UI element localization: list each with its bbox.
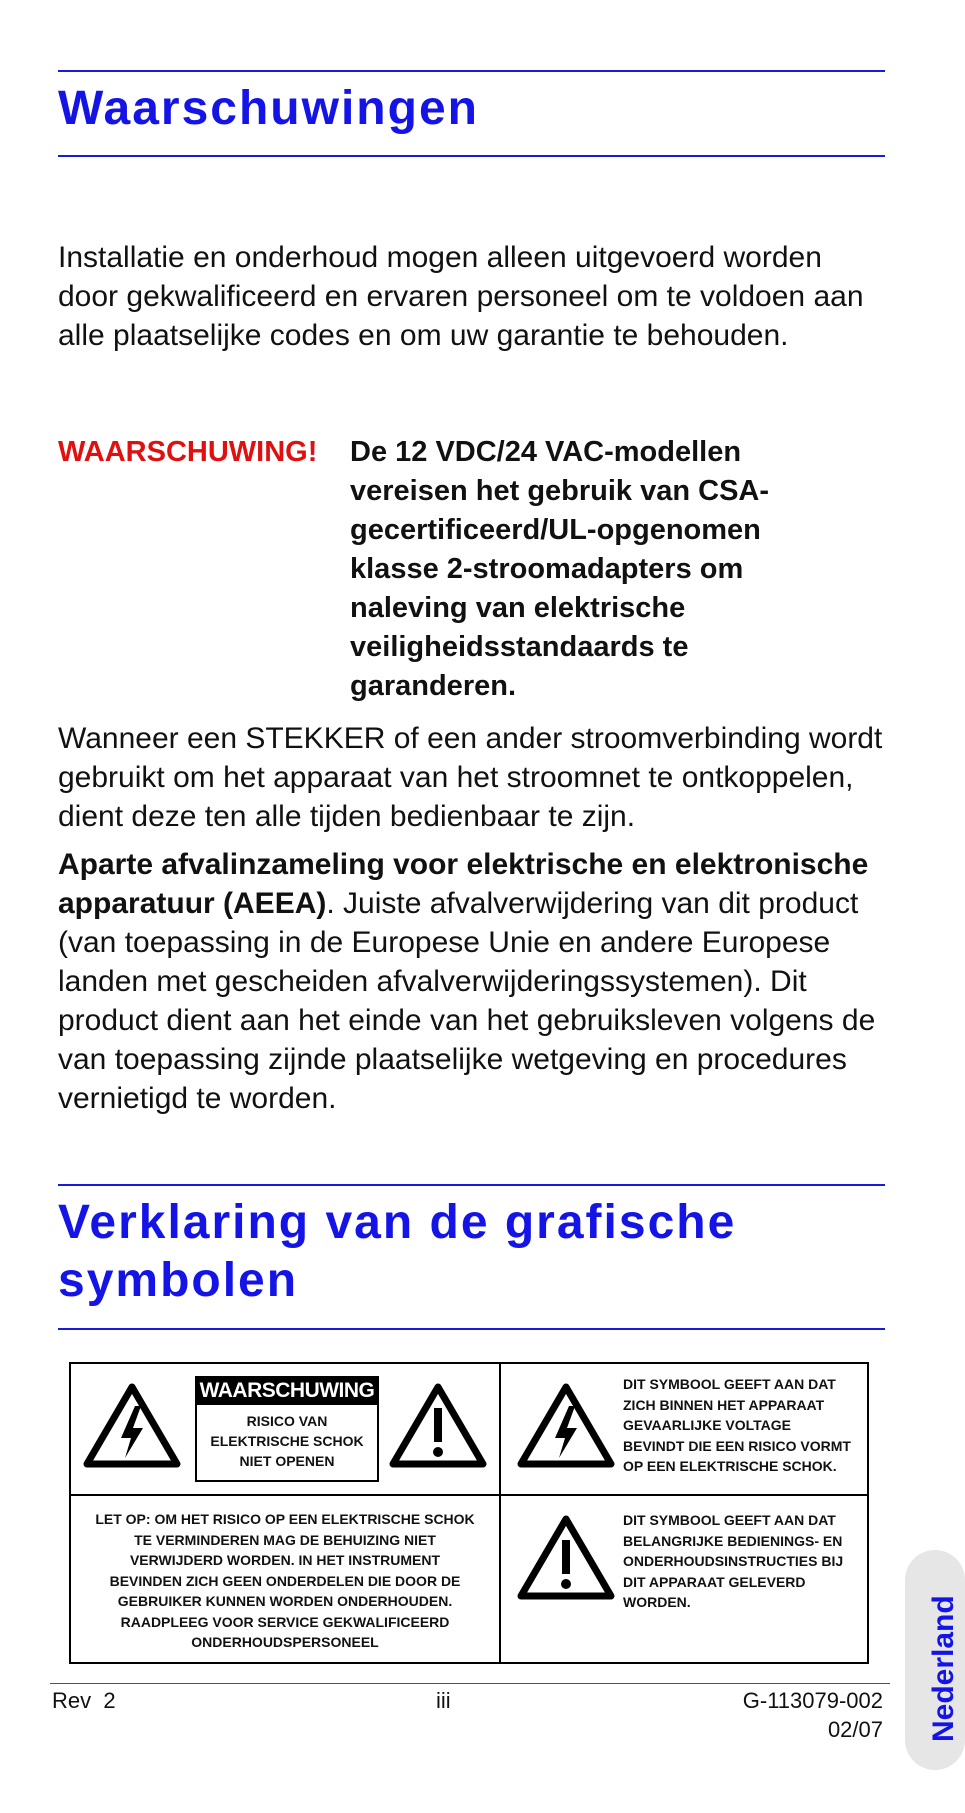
- symbols-table: [69, 1362, 869, 1664]
- letop-line: GEBRUIKER KUNNEN WORDEN ONDERHOUDEN.: [117, 1593, 453, 1609]
- weee-paragraph: [58, 845, 888, 1118]
- letop-line: BEVINDEN ZICH GEEN ONDERDELEN DIE DOOR DE: [109, 1572, 461, 1589]
- instructions-description: [623, 1510, 868, 1613]
- weee-text: . Juiste afvalverwijdering van dit product (van toepassing in de Europese Unie en andere Europese landen met gescheiden afvalverwijderingssystemen). Dit product dient aan het einde van het gebruiksleven volgens de van toepassing zijnde plaatselijke wetgeving en procedures vernietigd te worden.: [58, 887, 876, 1115]
- letop-line: RAADPLEEG VOOR SERVICE GEKWALIFICEERD: [120, 1613, 450, 1630]
- voltage-line: OP EEN ELEKTRISCHE SCHOK.: [623, 1458, 837, 1474]
- footer-doc-number: G-113079-002: [742, 1688, 883, 1713]
- instructions-line: ONDERHOUDSINSTRUCTIES BIJ: [623, 1553, 844, 1569]
- language-tab-label: Nederland: [927, 1595, 960, 1742]
- exclamation-triangle-icon: [389, 1382, 487, 1468]
- letop-notice: [75, 1509, 495, 1653]
- footer-revision: Rev 2: [52, 1688, 116, 1713]
- voltage-description: [623, 1374, 875, 1477]
- voltage-line: BEVINDT DIE EEN RISICO VORMT: [623, 1437, 851, 1454]
- voltage-line: ZICH BINNEN HET APPARAAT: [623, 1396, 825, 1413]
- symbols-title-line1: Verklaring van de grafische: [58, 1196, 737, 1249]
- table-divider-vertical: [499, 1364, 501, 1662]
- intro-paragraph: Installatie en onderhoud mogen alleen uitgevoerd worden door gekwalificeerd en ervaren personeel om te voldoen aan alle plaatselijke codes en om uw garantie te behouden.: [58, 241, 864, 352]
- warning-label: WAARSCHUWING!: [58, 436, 318, 468]
- voltage-line: GEVAARLIJKE VOLTAGE: [623, 1417, 792, 1433]
- title-rule-top: [58, 70, 885, 72]
- footer-page-number: iii: [436, 1688, 451, 1713]
- caution-head: WAARSCHUWING: [197, 1378, 377, 1405]
- letop-line: ONDERHOUDSPERSONEEL: [191, 1634, 379, 1650]
- symbols-title-line2: symbolen: [58, 1254, 299, 1307]
- caution-label: [195, 1376, 379, 1482]
- page-title: Waarschuwingen: [58, 82, 479, 135]
- caution-line: NIET OPENEN: [239, 1453, 335, 1469]
- instructions-line: DIT SYMBOOL GEEFT AAN DAT: [623, 1512, 836, 1528]
- letop-line: LET OP: OM HET RISICO OP EEN ELEKTRISCHE SCHOK: [95, 1511, 475, 1527]
- footer-rule: [50, 1683, 890, 1684]
- instructions-line: BELANGRIJKE BEDIENINGS- EN: [623, 1532, 843, 1549]
- title-rule-bottom: [58, 155, 885, 157]
- symbols-rule-bottom: [58, 1328, 885, 1330]
- letop-line: TE VERMINDEREN MAG DE BEHUIZING NIET: [134, 1531, 436, 1548]
- instructions-line: WORDEN.: [623, 1594, 691, 1610]
- caution-line: ELEKTRISCHE SCHOK: [210, 1433, 364, 1449]
- plug-paragraph: Wanneer een STEKKER of een ander stroomverbinding wordt gebruikt om het apparaat van het stroomnet te ontkoppelen, dient deze ten alle tijden bedienbaar te zijn.: [58, 722, 883, 833]
- warning-text: De 12 VDC/24 VAC-modellen vereisen het gebruik van CSA-gecertificeerd/UL-opgenomen klasse 2-stroomadapters om naleving van elektrische veiligheidsstandaards te garanderen.: [350, 436, 770, 702]
- footer-date: 02/07: [827, 1717, 883, 1742]
- symbols-rule-top: [58, 1184, 885, 1186]
- exclamation-triangle-icon: [517, 1514, 615, 1600]
- instructions-line: DIT APPARAAT GELEVERD: [623, 1573, 806, 1590]
- lightning-triangle-icon: [517, 1382, 615, 1468]
- lightning-triangle-icon: [83, 1382, 181, 1468]
- caution-line: RISICO VAN: [246, 1413, 328, 1429]
- table-divider-horizontal: [71, 1494, 867, 1496]
- voltage-line: DIT SYMBOOL GEEFT AAN DAT: [623, 1376, 836, 1392]
- weee-heading: Aparte afvalinzameling voor elektrische en elektronische apparatuur (AEEA): [58, 848, 869, 920]
- letop-line: VERWIJDERD WORDEN. IN HET INSTRUMENT: [129, 1552, 441, 1568]
